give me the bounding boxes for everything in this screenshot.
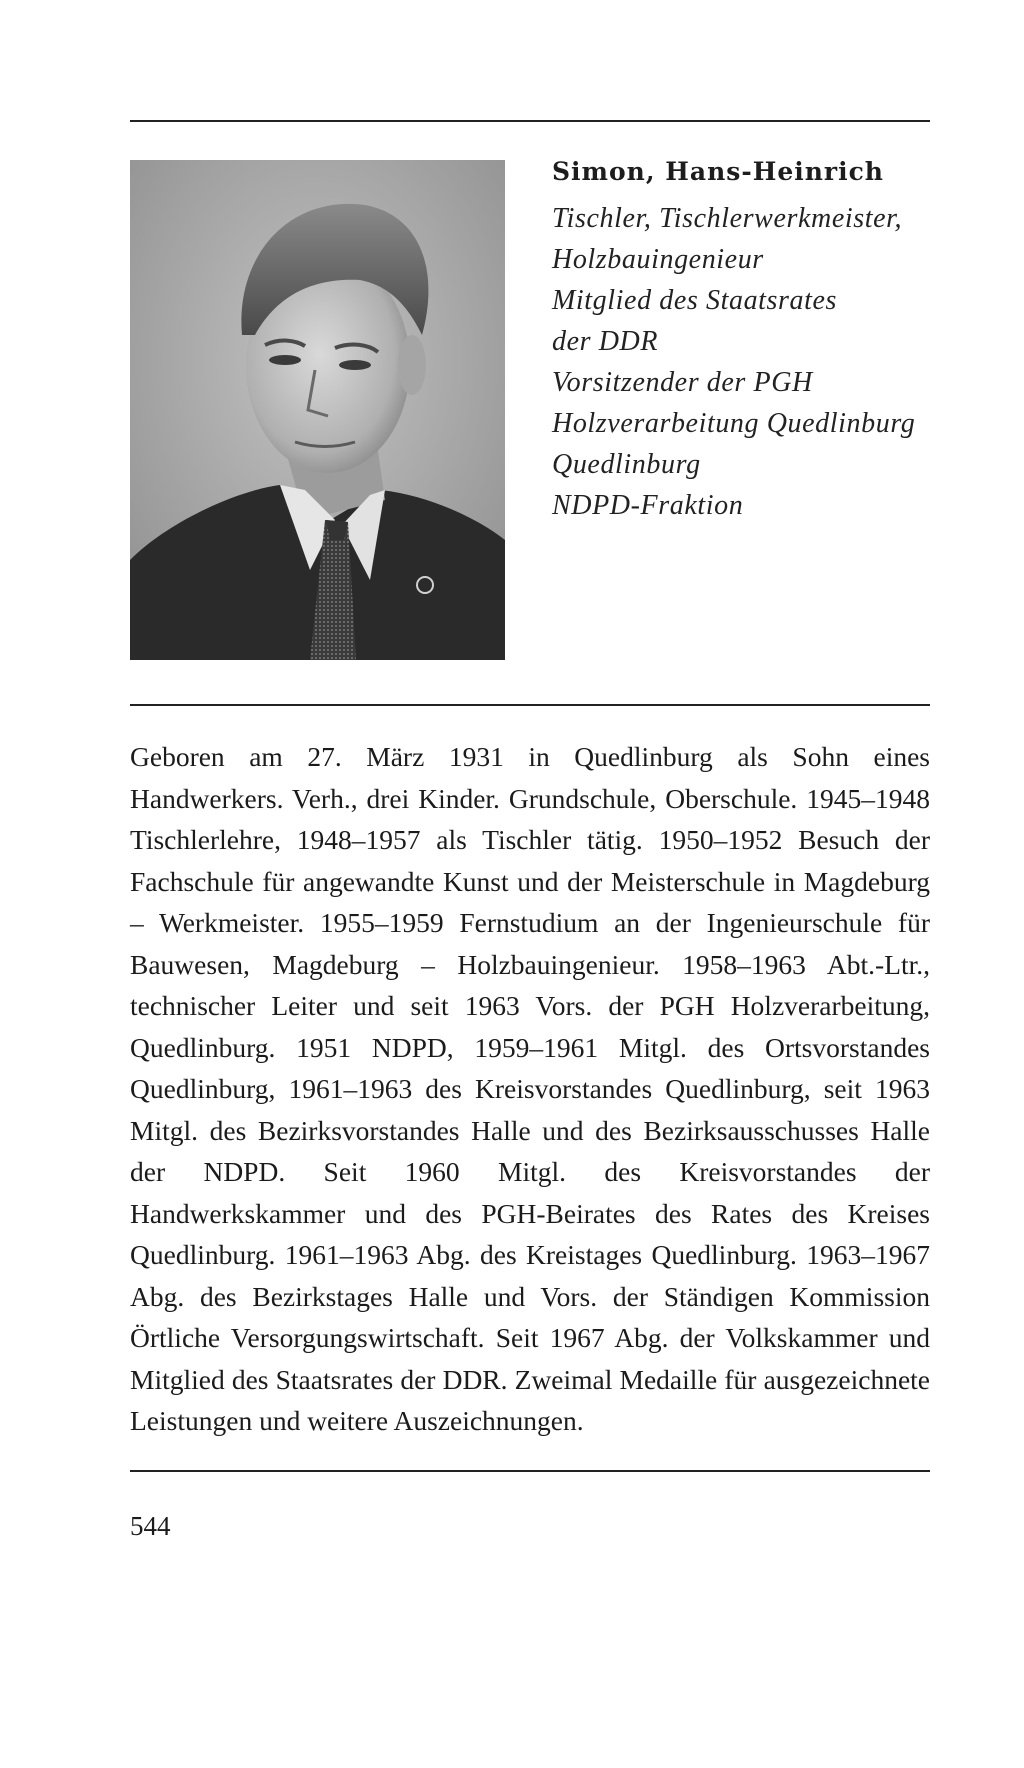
- role-line-6: Holzverarbeitung Quedlinburg: [552, 408, 916, 439]
- person-name: Simon, Hans-Heinrich: [552, 157, 884, 186]
- biography-text: Geboren am 27. März 1931 in Quedlinburg als Sohn eines Handwerkers. Verh., drei Kinder. Grundschule, Oberschule. 1945–1948 Tischlerlehre, 1948–1957 als Tischler tätig. 1950–1952 Besuch der Fachschule für angewandte Kunst und der Meisterschule in Magdeburg – Werkmeister. 1955–1959 Fernstudium an der Ingenieurschule für Bauwesen, Magdeburg – Holzbauingenieur. 1958–1963 Abt.-Ltr., technischer Leiter und seit 1963 Vors. der PGH Holzverarbeitung, Quedlinburg. 1951 NDPD, 1959–1961 Mitgl. des Ortsvorstandes Quedlinburg, 1961–1963 des Kreisvorstandes Quedlinburg, seit 1963 Mitgl. des Bezirksvorstandes Halle und des Bezirksausschusses Halle der NDPD. Seit 1960 Mitgl. des Kreisvorstandes der Handwerkskammer und des PGH-Beirates des Rates des Kreises Quedlinburg. 1961–1963 Abg. des Kreistages Quedlinburg. 1963–1967 Abg. des Bezirkstages Halle und Vors. der Ständigen Kommission Örtliche Versorgungswirtschaft. Seit 1967 Abg. der Volkskammer und Mitglied des Staatsrates der DDR. Zweimal Medaille für ausgezeichnete Leistungen und weitere Auszeichnungen.: [130, 741, 930, 1436]
- portrait-photo: [130, 160, 505, 660]
- role-line-8: NDPD-Fraktion: [552, 490, 744, 521]
- role-line-5: Vorsitzender der PGH: [552, 367, 813, 398]
- role-line-7: Quedlinburg: [552, 449, 701, 480]
- page-number: 544: [130, 1511, 171, 1541]
- top-divider: [130, 120, 930, 122]
- entry-header: [552, 154, 932, 526]
- role-line-1: Tischler, Tischlerwerkmeister,: [552, 203, 903, 234]
- middle-divider: [130, 704, 930, 706]
- role-line-3: Mitglied des Staatsrates: [552, 285, 838, 316]
- role-line-4: der DDR: [552, 326, 659, 357]
- role-line-2: Holzbauingenieur: [552, 244, 764, 275]
- bottom-divider: [130, 1470, 930, 1472]
